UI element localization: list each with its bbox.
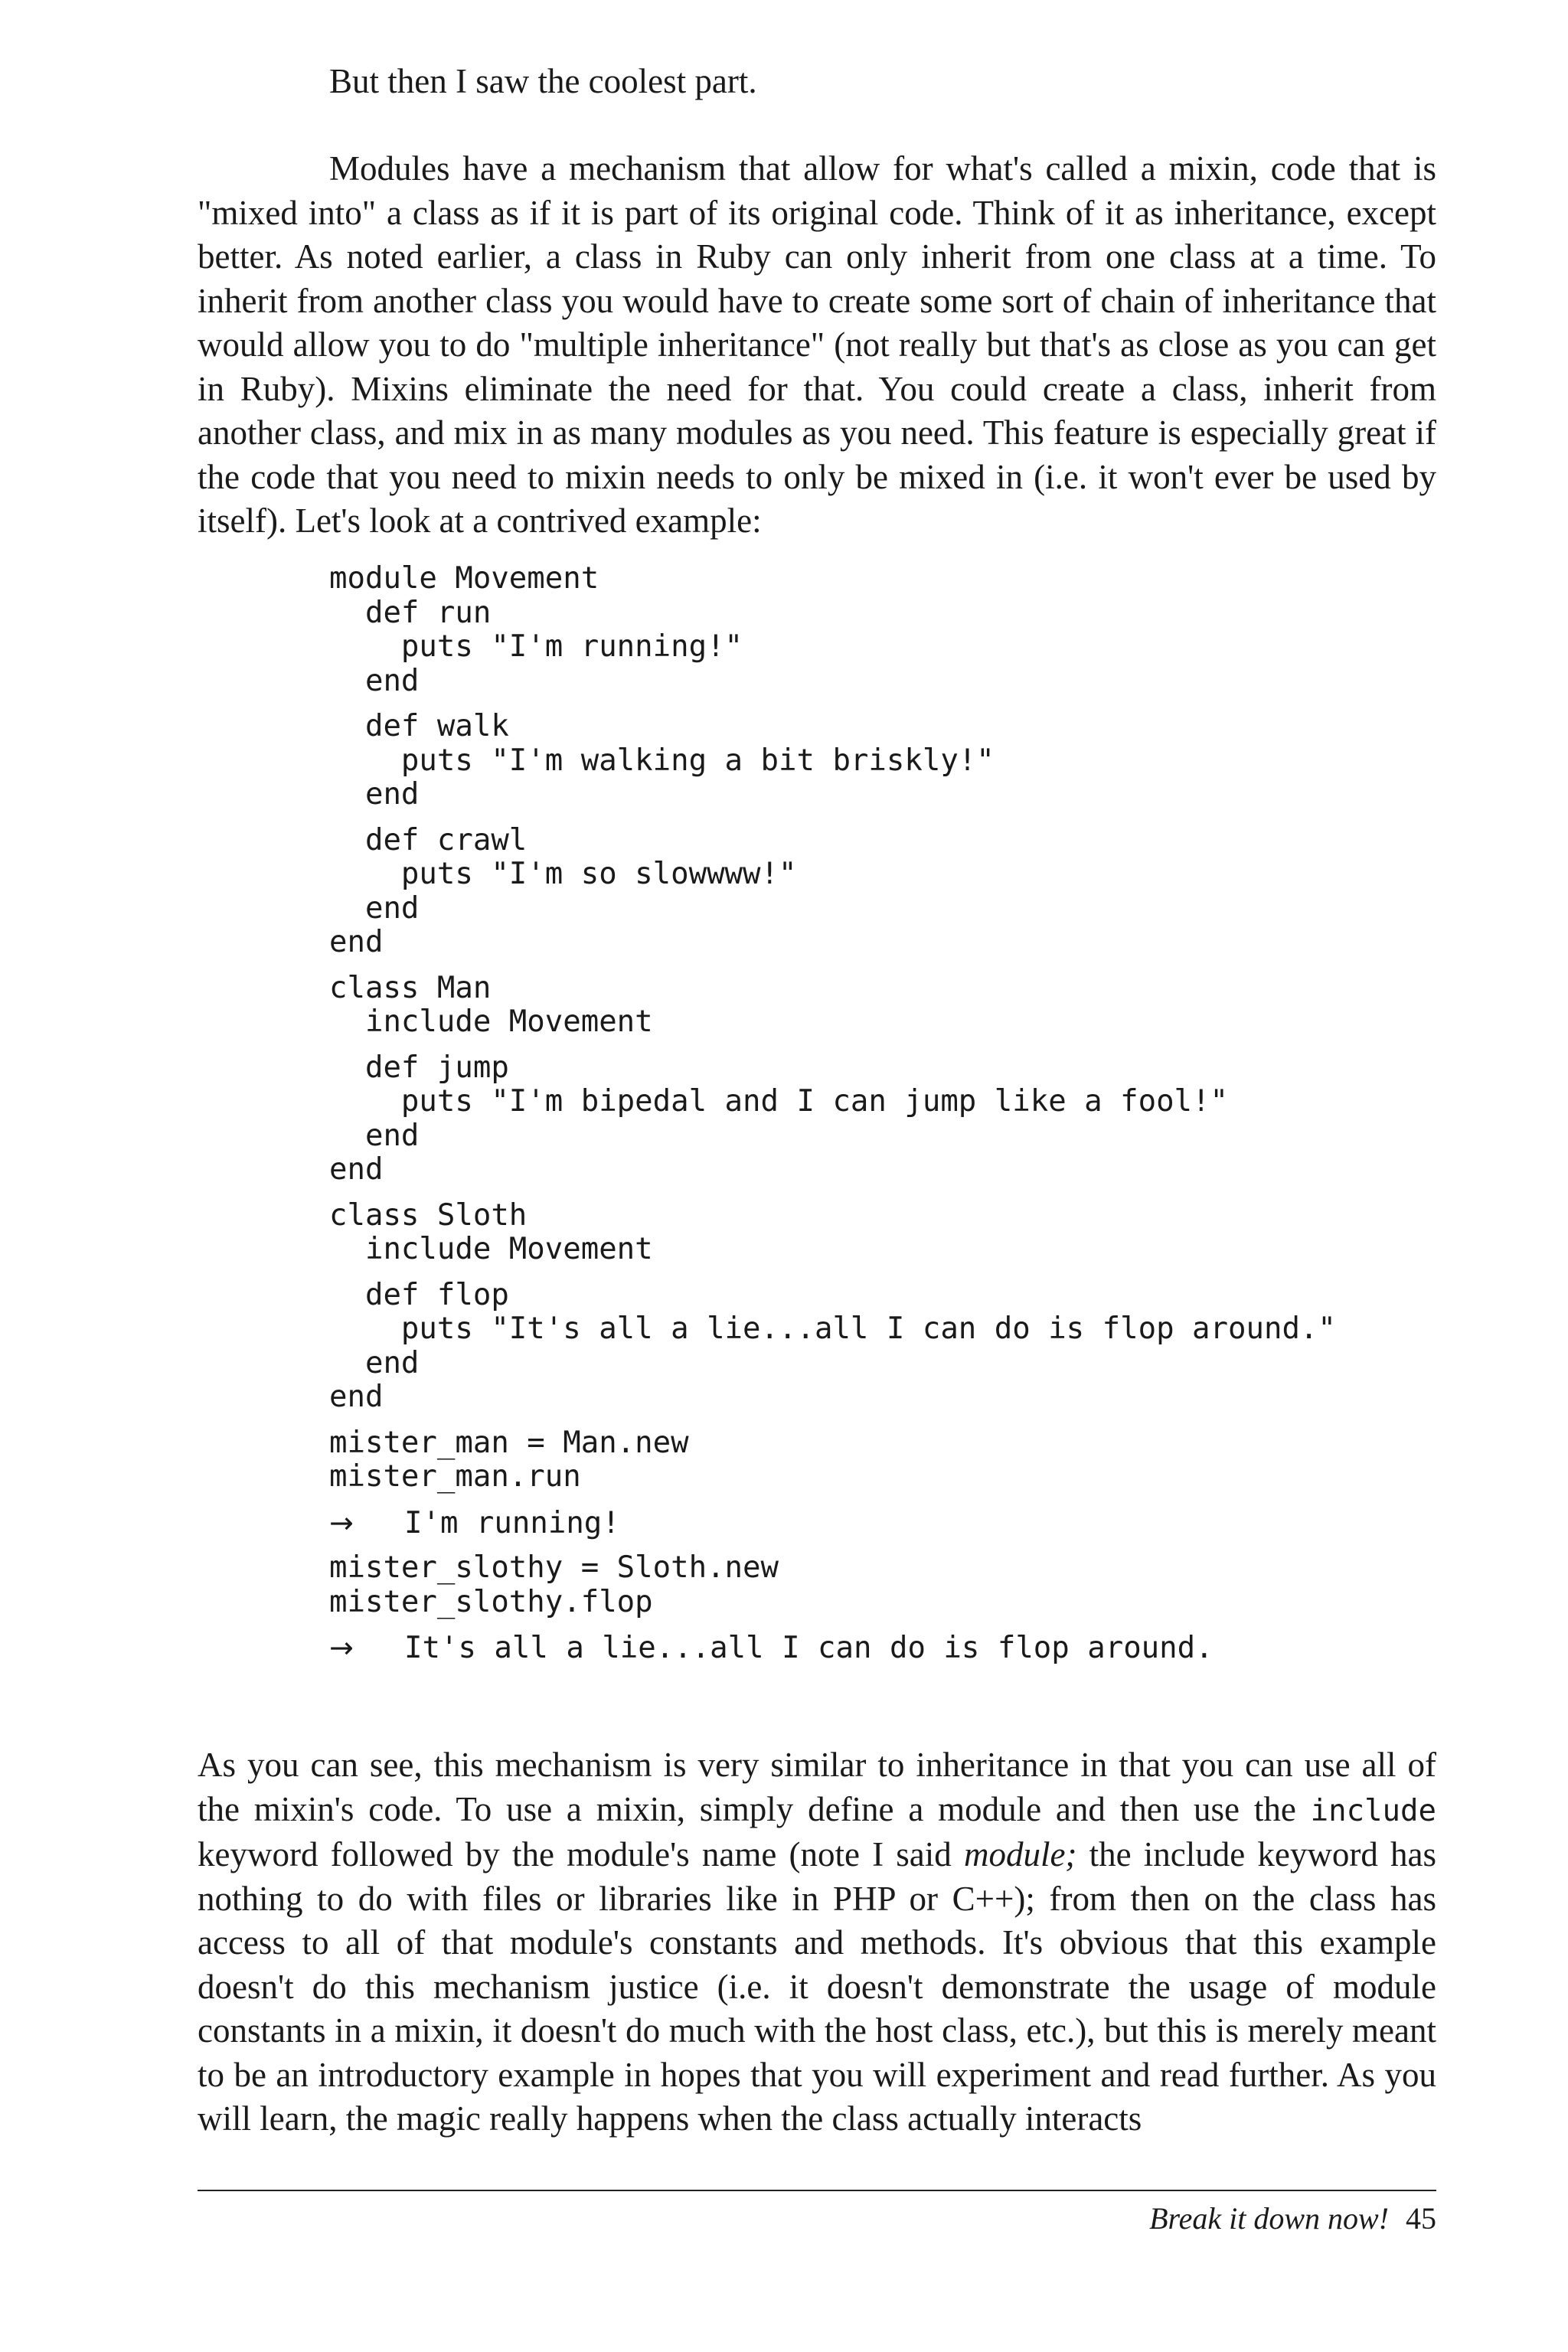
explanation-text: As you can see, this mechanism is very similar to inheritance in that you can use all of the mixin's code. To use a mixin, simply define a module and then use the <box>198 1746 1436 1828</box>
code-line: puts "It's all a lie...all I can do is flop around." <box>329 1312 1336 1346</box>
output-arrow-icon: → <box>329 1631 354 1664</box>
code-line: end <box>329 663 420 698</box>
code-output-flop <box>329 1631 1439 1665</box>
code-block-man-usage <box>329 1426 1439 1494</box>
running-title: Break it down now! <box>1149 2201 1389 2236</box>
code-line: mister_man.run <box>329 1459 581 1494</box>
code-block-crawl <box>329 824 1439 960</box>
output-text: It's all a lie...all I can do is flop around. <box>404 1631 1214 1665</box>
footer-rule <box>198 2190 1436 2191</box>
code-line: include Movement <box>329 1004 653 1039</box>
code-line: end <box>329 1380 384 1414</box>
opening-sentence: But then I saw the coolest part. <box>329 62 757 100</box>
output-arrow-icon: → <box>329 1505 354 1540</box>
code-line: module Movement <box>329 561 599 596</box>
code-line: end <box>329 1152 384 1187</box>
page-number: 45 <box>1406 2201 1436 2236</box>
code-line: mister_slothy.flop <box>329 1584 653 1619</box>
code-line: def flop <box>329 1277 509 1312</box>
code-block-class-sloth <box>329 1199 1439 1267</box>
code-listing <box>329 562 1439 1665</box>
code-line: def run <box>329 595 492 630</box>
explanation-text: keyword followed by the module's name (note I said <box>198 1835 964 1873</box>
code-line: puts "I'm walking a bit briskly!" <box>329 743 995 778</box>
inline-code-include: include <box>1310 1793 1436 1828</box>
output-text: I'm running! <box>404 1505 620 1540</box>
code-block-module-run <box>329 562 1439 698</box>
code-block-class-man <box>329 972 1439 1040</box>
code-line: class Man <box>329 970 492 1005</box>
code-line: def crawl <box>329 822 528 858</box>
explanation-text: the include keyword has nothing to do with files or libraries like in PHP or C++); from then on the class has access to all of that module's constants and methods. It's obvious that this example doesn't do this mechanism justice (i.e. it doesn't demonstrate the usage of module constants in a mixin, it doesn't do much with the host class, etc.), but this is merely meant to be an introductory example in hopes that you will experiment and read further. As you will learn, the magic really happens when the class actually interacts <box>198 1835 1436 2138</box>
code-line: def jump <box>329 1050 509 1085</box>
code-line: class Sloth <box>329 1197 528 1233</box>
code-line: end <box>329 1345 420 1380</box>
code-output-running <box>329 1506 1439 1540</box>
explanation-paragraph <box>198 1743 1436 2141</box>
code-line: end <box>329 925 384 959</box>
code-line: end <box>329 1118 420 1153</box>
code-line: puts "I'm bipedal and I can jump like a fool!" <box>329 1084 1228 1119</box>
code-block-sloth-usage <box>329 1551 1439 1619</box>
code-line: def walk <box>329 709 509 743</box>
code-line: puts "I'm so slowwww!" <box>329 857 797 891</box>
code-line: puts "I'm running!" <box>329 629 743 664</box>
code-line: mister_slothy = Sloth.new <box>329 1550 779 1585</box>
page-footer <box>1149 2197 1436 2240</box>
code-line: end <box>329 777 420 812</box>
code-block-jump <box>329 1051 1439 1187</box>
code-line: mister_man = Man.new <box>329 1425 689 1460</box>
emphasis-module: module; <box>963 1835 1077 1873</box>
code-line: end <box>329 890 420 926</box>
code-block-walk <box>329 710 1439 812</box>
code-block-flop <box>329 1279 1439 1415</box>
intro-paragraph: Modules have a mechanism that allow for what's called a mixin, code that is "mixed into" a class as if it is part of its original code. Think of it as inheritance, except better. As noted earlier, a class in Ruby can only inherit from one class at a time. To inherit from another class you would have to create some sort of chain of inheritance that would allow you to do "multiple inheritance" (not really but that's as close as you can get in Ruby). Mixins eliminate the need for that. You could create a class, inherit from another class, and mix in as many modules as you need. This feature is especially great if the code that you need to mixin needs to only be mixed in (i.e. it won't ever be used by itself). Let's look at a contrived example: <box>198 149 1436 540</box>
code-line: include Movement <box>329 1232 653 1266</box>
